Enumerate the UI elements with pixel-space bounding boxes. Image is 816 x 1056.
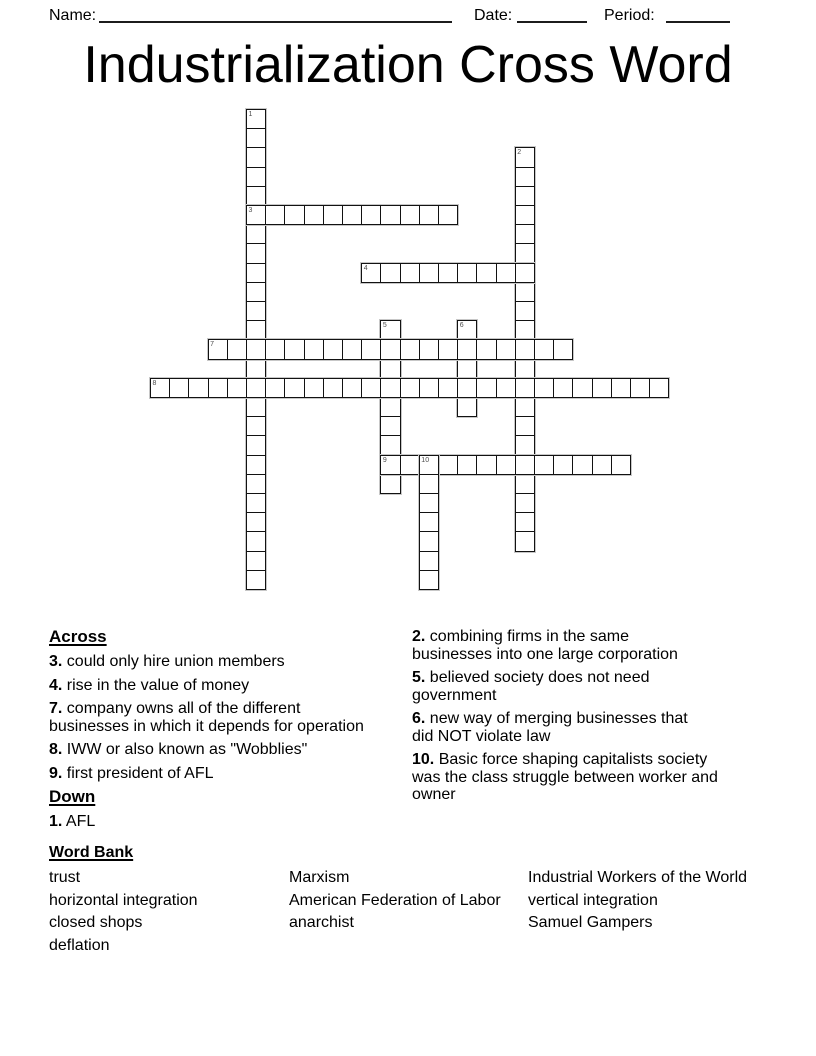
grid-cell — [515, 493, 535, 513]
grid-cell — [534, 339, 554, 359]
grid-cell — [246, 551, 266, 571]
grid-cell — [572, 455, 592, 475]
grid-cell — [419, 531, 439, 551]
clue-number: 5. — [412, 669, 426, 686]
grid-cell — [246, 416, 266, 436]
grid-cell — [342, 378, 362, 398]
grid-word-4-across — [361, 263, 535, 283]
grid-cell — [515, 339, 535, 359]
date-blank-line — [517, 21, 587, 23]
grid-word-6-down — [457, 320, 477, 417]
grid-cell — [457, 397, 477, 417]
grid-cell — [380, 359, 400, 379]
grid-cell — [342, 205, 362, 225]
grid-cell — [246, 474, 266, 494]
grid-cell — [438, 263, 458, 283]
grid-cell — [592, 378, 612, 398]
grid-cell — [515, 263, 535, 283]
word-bank-col-1 — [49, 867, 198, 958]
grid-word-10-down — [419, 455, 439, 590]
grid-cell — [246, 397, 266, 417]
grid-cell — [496, 455, 516, 475]
clue-text-line: 1. AFL — [49, 813, 96, 830]
grid-cell — [611, 455, 631, 475]
grid-cell — [246, 282, 266, 302]
grid-cell — [515, 186, 535, 206]
grid-cell — [515, 397, 535, 417]
word-bank-item: anarchist — [289, 914, 354, 932]
grid-cell — [496, 339, 516, 359]
grid-cell — [265, 378, 285, 398]
grid-cell — [246, 263, 266, 283]
clue-text-line: 7. company owns all of the different — [49, 700, 301, 717]
grid-cell — [380, 378, 400, 398]
date-label: Date: — [474, 7, 513, 24]
grid-cell — [534, 378, 554, 398]
grid-cell — [208, 339, 228, 359]
word-bank-section — [49, 844, 794, 974]
clue-text-line: 3. could only hire union members — [49, 653, 285, 670]
grid-cell — [361, 339, 381, 359]
grid-cell — [284, 339, 304, 359]
grid-cell — [246, 147, 266, 167]
cell-number: 3 — [248, 207, 253, 214]
grid-cell — [246, 301, 266, 321]
grid-cell — [304, 378, 324, 398]
grid-cell — [515, 455, 535, 475]
clue-1 — [49, 813, 414, 831]
grid-cell — [246, 570, 266, 590]
clue-text-line: 8. IWW or also known as "Wobblies" — [49, 741, 308, 758]
grid-cell — [572, 378, 592, 398]
grid-cell — [438, 455, 458, 475]
grid-cell — [457, 359, 477, 379]
clue-text-line: was the class struggle between worker and — [412, 768, 718, 786]
period-label: Period: — [604, 7, 655, 24]
grid-cell — [380, 416, 400, 436]
clue-text-line: 10. Basic force shaping capitalists society — [412, 751, 708, 768]
cell-number: 10 — [421, 456, 430, 464]
grid-cell — [246, 186, 266, 206]
cell-number: 7 — [210, 341, 214, 349]
cell-number: 5 — [382, 322, 387, 330]
grid-cell — [515, 512, 535, 532]
grid-cell — [380, 474, 400, 494]
grid-cell — [476, 455, 496, 475]
clue-6 — [412, 710, 797, 745]
word-bank-item: closed shops — [49, 914, 143, 932]
grid-cell — [361, 263, 381, 283]
grid-cell — [419, 378, 439, 398]
grid-cell — [419, 512, 439, 532]
grid-cell — [496, 378, 516, 398]
clue-text-line: businesses into one large corporation — [412, 645, 678, 663]
grid-cell — [246, 224, 266, 244]
grid-cell — [515, 320, 535, 340]
grid-cell — [246, 243, 266, 263]
clue-4 — [49, 677, 414, 695]
grid-cell — [342, 339, 362, 359]
grid-cell — [515, 224, 535, 244]
grid-cell — [227, 378, 247, 398]
grid-cell — [553, 339, 573, 359]
name-label: Name: — [49, 7, 97, 24]
word-bank-item: trust — [49, 869, 81, 886]
grid-cell — [400, 339, 420, 359]
word-bank-item: American Federation of Labor — [289, 891, 501, 909]
grid-cell — [515, 359, 535, 379]
grid-cell — [400, 205, 420, 225]
grid-cell — [419, 205, 439, 225]
grid-cell — [515, 435, 535, 455]
clue-7 — [49, 700, 414, 735]
grid-cell — [380, 263, 400, 283]
grid-cell — [419, 455, 439, 475]
grid-cell — [419, 474, 439, 494]
cell-number: 9 — [382, 456, 387, 464]
word-bank-item: deflation — [49, 937, 110, 955]
grid-cell — [515, 474, 535, 494]
word-bank-item: Industrial Workers of the World — [528, 869, 748, 886]
grid-cell — [246, 128, 266, 148]
grid-cell — [476, 378, 496, 398]
clue-number: 8. — [49, 741, 63, 758]
grid-cell — [246, 359, 266, 379]
across-header: Across — [49, 627, 107, 646]
grid-cell — [438, 205, 458, 225]
grid-cell — [611, 378, 631, 398]
clue-5 — [412, 669, 797, 704]
grid-cell — [246, 531, 266, 551]
clues-right-column — [412, 628, 797, 810]
grid-cell — [438, 339, 458, 359]
grid-cell — [419, 493, 439, 513]
grid-cell — [630, 378, 650, 398]
clue-8 — [49, 741, 414, 759]
clues-left-column — [49, 628, 414, 837]
crossword-grid — [150, 109, 670, 591]
grid-cell — [246, 339, 266, 359]
grid-cell — [515, 167, 535, 187]
grid-cell — [246, 320, 266, 340]
word-bank-item: Marxism — [289, 869, 350, 886]
clue-text-line: 9. first president of AFL — [49, 764, 214, 782]
clue-number: 2. — [412, 628, 426, 645]
grid-cell — [457, 455, 477, 475]
grid-cell — [438, 378, 458, 398]
grid-cell — [457, 263, 477, 283]
clue-text-line: owner — [412, 786, 456, 803]
grid-cell — [534, 455, 554, 475]
grid-word-3-across — [246, 205, 458, 225]
clue-text-line: 2. combining firms in the same — [412, 628, 629, 645]
clue-2 — [412, 628, 797, 663]
grid-cell — [496, 263, 516, 283]
grid-cell — [457, 320, 477, 340]
grid-cell — [304, 205, 324, 225]
word-bank-item: horizontal integration — [49, 891, 198, 909]
grid-cell — [246, 435, 266, 455]
grid-cell — [592, 455, 612, 475]
clue-text-line: businesses in which it depends for operation — [49, 717, 364, 735]
period-blank-line — [666, 21, 730, 23]
grid-word-8-across — [150, 378, 669, 398]
grid-cell — [284, 205, 304, 225]
grid-cell — [227, 339, 247, 359]
clue-text-line: did NOT violate law — [412, 727, 551, 745]
clue-number: 10. — [412, 751, 435, 768]
clue-number: 3. — [49, 653, 63, 670]
grid-cell — [323, 205, 343, 225]
grid-cell — [380, 205, 400, 225]
word-bank-item: Samuel Gampers — [528, 914, 653, 932]
clue-number: 4. — [49, 676, 63, 694]
cell-number: 2 — [517, 149, 522, 157]
grid-cell — [515, 378, 535, 398]
clue-3 — [49, 653, 414, 671]
grid-cell — [553, 455, 573, 475]
clue-text-line: 4. rise in the value of money — [49, 676, 250, 694]
grid-cell — [380, 435, 400, 455]
grid-cell — [304, 339, 324, 359]
clue-number: 1. — [49, 813, 63, 830]
cell-number: 1 — [248, 111, 253, 118]
grid-cell — [380, 397, 400, 417]
grid-cell — [246, 167, 266, 187]
grid-cell — [246, 512, 266, 532]
grid-cell — [246, 493, 266, 513]
grid-cell — [476, 263, 496, 283]
grid-cell — [380, 339, 400, 359]
grid-cell — [208, 378, 228, 398]
grid-cell — [419, 339, 439, 359]
grid-cell — [246, 378, 266, 398]
grid-cell — [515, 282, 535, 302]
clue-10 — [412, 751, 797, 804]
grid-cell — [400, 455, 420, 475]
grid-cell — [246, 455, 266, 475]
grid-cell — [265, 339, 285, 359]
grid-cell — [515, 531, 535, 551]
clue-text-line: 5. believed society does not need — [412, 669, 650, 686]
grid-cell — [515, 301, 535, 321]
grid-cell — [361, 205, 381, 225]
grid-cell — [400, 378, 420, 398]
grid-cell — [323, 339, 343, 359]
grid-cell — [150, 378, 170, 398]
clue-number: 7. — [49, 700, 63, 717]
grid-cell — [419, 551, 439, 571]
name-blank-line — [99, 21, 452, 23]
grid-cell — [419, 263, 439, 283]
grid-cell — [246, 109, 266, 129]
grid-cell — [265, 205, 285, 225]
grid-cell — [553, 378, 573, 398]
grid-cell — [284, 378, 304, 398]
page-title: Industrialization Cross Word — [83, 36, 733, 94]
grid-cell — [457, 339, 477, 359]
grid-cell — [515, 416, 535, 436]
grid-cell — [188, 378, 208, 398]
word-bank-header: Word Bank — [49, 844, 134, 861]
clue-text-line: 6. new way of merging businesses that — [412, 710, 688, 727]
clue-9 — [49, 765, 414, 783]
grid-cell — [169, 378, 189, 398]
word-bank-col-3 — [528, 867, 747, 935]
grid-cell — [649, 378, 669, 398]
grid-cell — [400, 263, 420, 283]
grid-cell — [457, 378, 477, 398]
grid-cell — [380, 455, 400, 475]
clue-number: 6. — [412, 710, 426, 727]
grid-word-7-across — [208, 339, 574, 359]
grid-cell — [515, 243, 535, 263]
grid-cell — [361, 378, 381, 398]
word-bank-col-2 — [289, 867, 501, 935]
grid-cell — [323, 378, 343, 398]
grid-cell — [476, 339, 496, 359]
word-bank-item: vertical integration — [528, 891, 658, 909]
cell-number: 4 — [363, 264, 368, 272]
grid-cell — [515, 147, 535, 167]
grid-cell — [246, 205, 266, 225]
clue-text-line: government — [412, 686, 497, 704]
grid-cell — [515, 205, 535, 225]
cell-number: 6 — [459, 322, 464, 330]
grid-cell — [419, 570, 439, 590]
down-header: Down — [49, 787, 96, 806]
clue-number: 9. — [49, 764, 63, 782]
grid-cell — [380, 320, 400, 340]
cell-number: 8 — [152, 379, 157, 387]
